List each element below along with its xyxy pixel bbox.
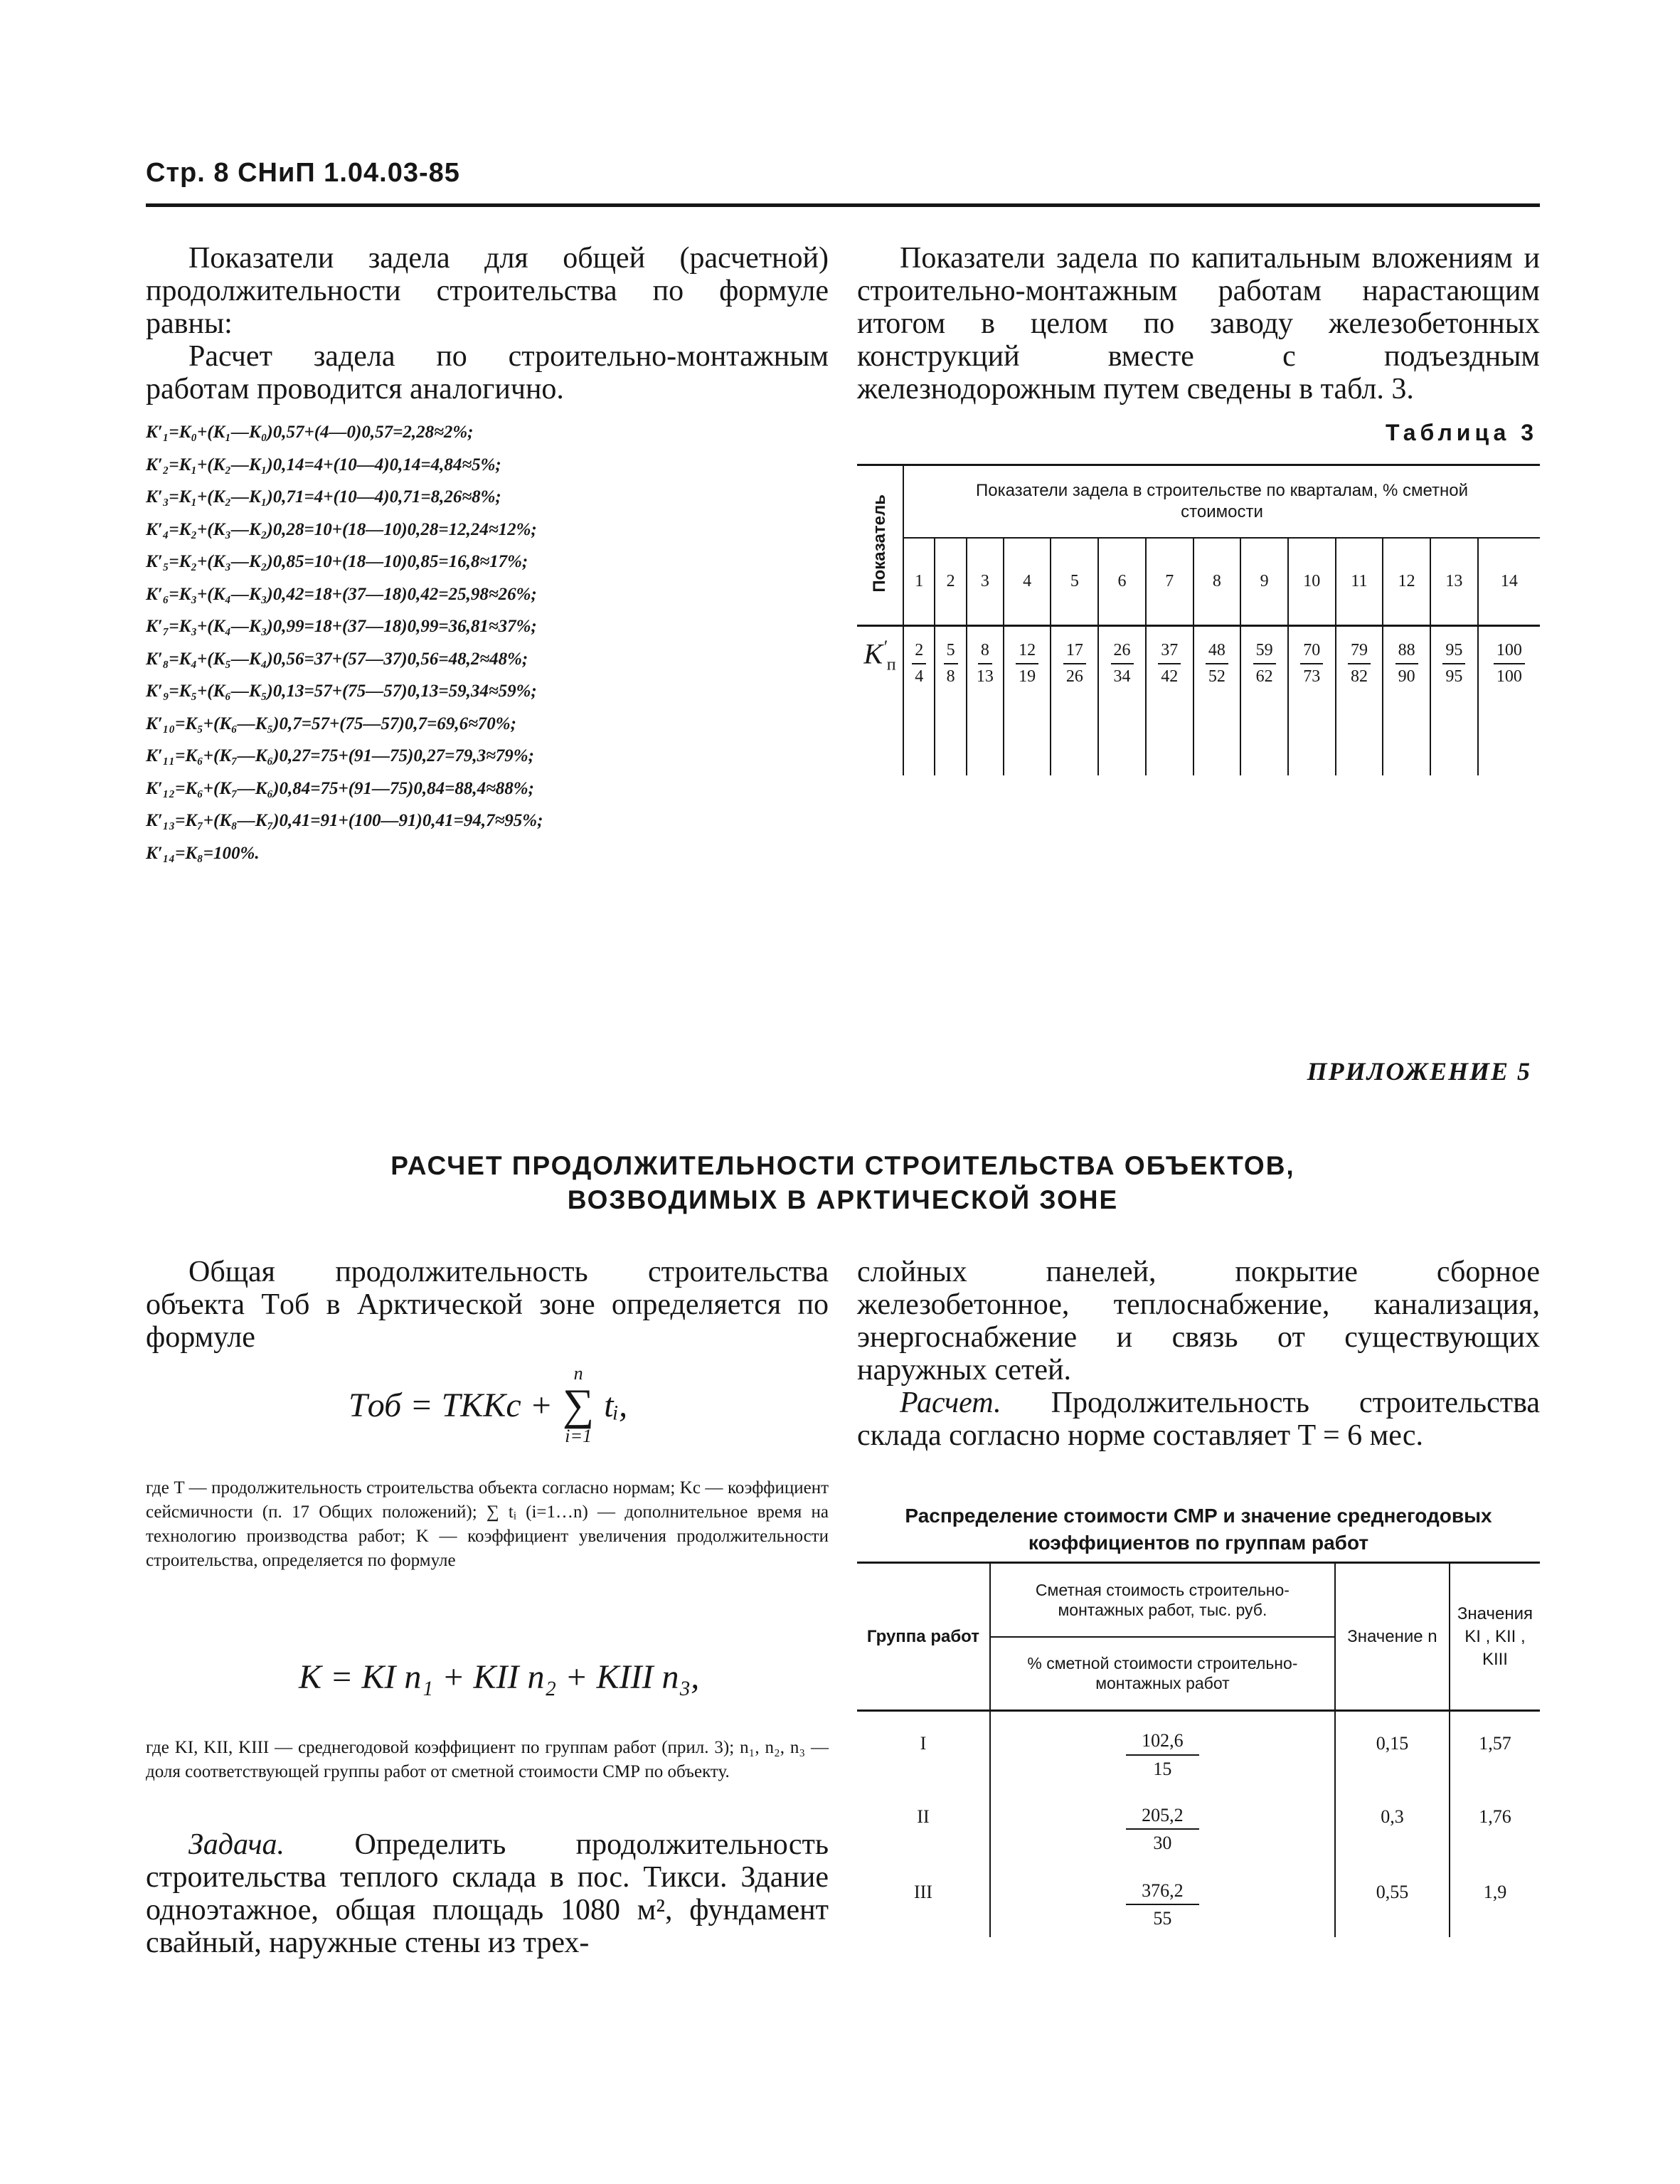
table3-cell bbox=[1430, 626, 1478, 775]
quarter-header: 5 bbox=[1051, 538, 1098, 626]
appendix-label: ПРИЛОЖЕНИЕ 5 bbox=[1307, 1057, 1531, 1086]
table4-n: 0,15 bbox=[1335, 1711, 1450, 1786]
denominator: 82 bbox=[1350, 667, 1368, 686]
formula-line: K′₅=K₂+(K₃—K₂)0,85=10+(18—10)0,85=16,8≈17%; bbox=[146, 552, 528, 571]
quarter-header: 11 bbox=[1336, 538, 1383, 626]
row-label-prime: ′ bbox=[883, 637, 887, 657]
table4-row bbox=[857, 1786, 1540, 1862]
table4-row bbox=[857, 1711, 1540, 1786]
quarter-header: 7 bbox=[1146, 538, 1193, 626]
paragraph: Общая продолжительность строительства объекта Tоб в Арктической зоне определяется по формуле bbox=[146, 1256, 829, 1354]
numerator: 70 bbox=[1300, 641, 1323, 664]
sum-sign: ∑ bbox=[563, 1381, 595, 1429]
table3-cell bbox=[1146, 626, 1193, 775]
table3-cell bbox=[1478, 626, 1540, 775]
table3 bbox=[857, 464, 1540, 775]
formula-line: K′₁₁=K₆+(K₇—K₆)0,27=75+(91—75)0,27=79,3≈79%; bbox=[146, 746, 534, 765]
formula-lhs: Tоб = TKKc + bbox=[349, 1386, 553, 1424]
row-label-sub: п bbox=[886, 655, 896, 674]
pct-value: 55 bbox=[1153, 1908, 1172, 1929]
denominator: 52 bbox=[1208, 667, 1226, 686]
numerator: 95 bbox=[1442, 641, 1465, 664]
table3-row-header: Показатель bbox=[870, 494, 889, 593]
table3-cell bbox=[1240, 626, 1288, 775]
quarter-header: 2 bbox=[935, 538, 966, 626]
row-label-main: K bbox=[863, 637, 883, 670]
table3-cell bbox=[1288, 626, 1336, 775]
table3-cell bbox=[1004, 626, 1051, 775]
calc-label: Расчет. bbox=[900, 1387, 1001, 1419]
paragraph: слойных панелей, покрытие сборное железобетонное, теплоснабжение, канализация, энергоснабжение и связь от существующих наружных сетей. bbox=[857, 1256, 1540, 1387]
quarter-header: 4 bbox=[1004, 538, 1051, 626]
formula-line: K′₁₃=K₇+(K₈—K₇)0,41=91+(100—91)0,41=94,7≈95%; bbox=[146, 811, 543, 830]
table3-cell bbox=[935, 626, 966, 775]
right-top-text bbox=[857, 242, 1540, 405]
formula-line: K′₇=K₃+(K₄—K₃)0,99=18+(37—18)0,99=36,81≈37%; bbox=[146, 617, 537, 636]
sum-operator bbox=[563, 1364, 594, 1446]
denominator: 26 bbox=[1065, 667, 1083, 686]
formula-line: K′₈=K₄+(K₅—K₄)0,56=37+(57—37)0,56=48,2≈48%; bbox=[146, 649, 528, 669]
denominator: 19 bbox=[1019, 667, 1036, 686]
table4-header-k: Значения KI , KII , KIII bbox=[1450, 1563, 1540, 1711]
table4-row bbox=[857, 1862, 1540, 1937]
denominator: 73 bbox=[1303, 667, 1321, 686]
numerator: 26 bbox=[1111, 641, 1134, 664]
sum-bottom: i=1 bbox=[565, 1426, 592, 1446]
table4-group: I bbox=[857, 1711, 990, 1786]
numerator: 37 bbox=[1158, 641, 1181, 664]
table3-cell bbox=[1193, 626, 1241, 775]
quarter-header: 10 bbox=[1288, 538, 1336, 626]
left-bottom-intro bbox=[146, 1256, 829, 1354]
numerator: 79 bbox=[1348, 641, 1371, 664]
formula-line: K′₁=K₀+(K₁—K₀)0,57+(4—0)0,57=2,28≈2%; bbox=[146, 423, 474, 442]
task-paragraph bbox=[146, 1828, 829, 1959]
page-header: Стр. 8 СНиП 1.04.03-85 bbox=[146, 158, 460, 188]
section-title bbox=[146, 1149, 1540, 1217]
quarter-header: 8 bbox=[1193, 538, 1241, 626]
numerator: 59 bbox=[1253, 641, 1276, 664]
task-label: Задача. bbox=[188, 1828, 285, 1861]
numerator: 5 bbox=[944, 641, 958, 664]
numerator: 17 bbox=[1063, 641, 1086, 664]
table4-k: 1,76 bbox=[1479, 1806, 1511, 1827]
table4-group: III bbox=[857, 1862, 990, 1937]
table4-header-cost: Сметная стоимость строительно-монтажных работ, тыс. руб. bbox=[990, 1563, 1335, 1637]
table4 bbox=[857, 1562, 1540, 1937]
formula-line: K′₂=K₁+(K₂—K₁)0,14=4+(10—4)0,14=4,84≈5%; bbox=[146, 455, 501, 475]
table3-row-label bbox=[857, 626, 903, 775]
formula-line: K′₉=K₅+(K₆—K₅)0,13=57+(75—57)0,13=59,34≈59%; bbox=[146, 682, 537, 701]
section-title-line: ВОЗВОДИМЫХ В АРКТИЧЕСКОЙ ЗОНЕ bbox=[567, 1185, 1119, 1214]
calc-text: Продолжительность строительства склада согласно норме составляет T = 6 мес. bbox=[857, 1387, 1540, 1452]
formula-list bbox=[146, 416, 857, 869]
note-1 bbox=[146, 1476, 829, 1573]
denominator: 95 bbox=[1445, 667, 1463, 686]
quarter-header: 1 bbox=[903, 538, 935, 626]
formula-line: K′₆=K₃+(K₄—K₃)0,42=18+(37—18)0,42=25,98≈26%; bbox=[146, 584, 537, 604]
denominator: 34 bbox=[1113, 667, 1131, 686]
quarter-header: 3 bbox=[967, 538, 1004, 626]
denominator: 42 bbox=[1161, 667, 1179, 686]
table3-row-header-cell bbox=[857, 465, 903, 626]
table3-cell bbox=[1383, 626, 1430, 775]
cost-value: 376,2 bbox=[1126, 1880, 1199, 1906]
formula-line: K′₄=K₂+(K₃—K₂)0,28=10+(18—10)0,28=12,24≈12%; bbox=[146, 519, 537, 539]
quarter-header: 9 bbox=[1240, 538, 1288, 626]
header-rule bbox=[146, 203, 1540, 207]
table3-group-header: Показатели задела в строительстве по кварталам, % сметной стоимости bbox=[903, 465, 1540, 538]
right-bottom-text bbox=[857, 1256, 1540, 1452]
table3-cell bbox=[1098, 626, 1146, 775]
denominator: 90 bbox=[1398, 667, 1415, 686]
table4-group: II bbox=[857, 1786, 990, 1862]
pct-value: 15 bbox=[1153, 1758, 1172, 1779]
formula-tob bbox=[349, 1348, 627, 1462]
paragraph: Расчет задела по строительно-монтажным работам проводится аналогично. bbox=[146, 340, 829, 405]
table4-n: 0,3 bbox=[1335, 1786, 1450, 1862]
paragraph: Показатели задела для общей (расчетной) продолжительности строительства по формуле равны: bbox=[146, 242, 829, 340]
table3-cell bbox=[1336, 626, 1383, 775]
denominator: 62 bbox=[1255, 667, 1273, 686]
table4-cost-cell bbox=[990, 1862, 1335, 1937]
table4-header-n: Значение n bbox=[1335, 1563, 1450, 1711]
denominator: 8 bbox=[946, 667, 955, 686]
numerator: 48 bbox=[1206, 641, 1228, 664]
numerator: 12 bbox=[1016, 641, 1038, 664]
table4-k: 1,57 bbox=[1479, 1733, 1511, 1754]
formula-line: K′₁₀=K₅+(K₆—K₅)0,7=57+(75—57)0,7=69,6≈70%; bbox=[146, 714, 516, 733]
cost-value: 102,6 bbox=[1126, 1730, 1199, 1756]
quarter-header: 12 bbox=[1383, 538, 1430, 626]
table4-cost-cell bbox=[990, 1786, 1335, 1862]
numerator: 100 bbox=[1494, 641, 1525, 664]
table3-quarters-row bbox=[857, 538, 1540, 626]
formula-line: K′₁₄=K₈=100%. bbox=[146, 843, 260, 863]
table3-data-row bbox=[857, 626, 1540, 775]
denominator: 4 bbox=[915, 667, 924, 686]
table4-n: 0,55 bbox=[1335, 1862, 1450, 1937]
left-top-text bbox=[146, 242, 829, 405]
note-text: где T — продолжительность строительства объекта согласно нормам; Kc — коэффициент сейсмичности (п. 17 Общих положений); ∑ tᵢ (i=1…n) — дополнительное время на технологию производства работ; K — коэффициент увеличения продолжительности строительства, определяется по формуле bbox=[146, 1478, 829, 1570]
note-text: где KI, KII, KIII — среднегодовой коэффициент по группам работ (прил. 3); n₁, n₂, n₃ — доля соответствующей группы работ от сметной стоимости СМР по объекту. bbox=[146, 1738, 829, 1781]
table3-cell bbox=[1051, 626, 1098, 775]
table4-k: 1,9 bbox=[1483, 1881, 1507, 1902]
table4-cost-cell bbox=[990, 1711, 1335, 1786]
pct-value: 30 bbox=[1153, 1833, 1172, 1854]
note-2 bbox=[146, 1736, 829, 1784]
denominator: 100 bbox=[1496, 667, 1522, 686]
task-text: Определить продолжительность строительства теплого склада в пос. Тикси. Здание одноэтажное, общая площадь 1080 м², фундамент свайный, наружные стены из трех- bbox=[146, 1828, 829, 1959]
denominator: 13 bbox=[976, 667, 994, 686]
sum-top: n bbox=[573, 1363, 583, 1384]
quarter-header: 13 bbox=[1430, 538, 1478, 626]
numerator: 2 bbox=[912, 641, 926, 664]
quarter-header: 14 bbox=[1500, 572, 1518, 591]
quarter-header: 6 bbox=[1098, 538, 1146, 626]
formula-rhs: tᵢ, bbox=[604, 1386, 628, 1424]
numerator: 8 bbox=[978, 641, 992, 664]
table3-cell bbox=[967, 626, 1004, 775]
table3-title: Таблица 3 bbox=[1385, 420, 1538, 445]
section-title-line: РАСЧЕТ ПРОДОЛЖИТЕЛЬНОСТИ СТРОИТЕЛЬСТВА ОБЪЕКТОВ, bbox=[390, 1151, 1295, 1180]
table4-caption: Распределение стоимости СМР и значение среднегодовых коэффициентов по группам работ bbox=[905, 1505, 1492, 1554]
table4-header-group: Группа работ bbox=[857, 1563, 990, 1711]
cost-value: 205,2 bbox=[1126, 1805, 1199, 1830]
table3-cell bbox=[903, 626, 935, 775]
formula-k: K = KI n₁ + KII n₂ + KIII n₃, bbox=[299, 1658, 700, 1696]
paragraph: Показатели задела по капитальным вложениям и строительно-монтажным работам нарастающим итогом в целом по заводу железобетонных конструкций вместе с подъездным железнодорожным путем сведены в табл. 3. bbox=[857, 242, 1540, 405]
numerator: 88 bbox=[1395, 641, 1418, 664]
formula-line: K′₁₂=K₆+(K₇—K₆)0,84=75+(91—75)0,84=88,4≈88%; bbox=[146, 778, 534, 798]
table4-header-pct: % сметной стоимости строительно-монтажных работ bbox=[990, 1637, 1335, 1711]
formula-line: K′₃=K₁+(K₂—K₁)0,71=4+(10—4)0,71=8,26≈8%; bbox=[146, 487, 501, 507]
